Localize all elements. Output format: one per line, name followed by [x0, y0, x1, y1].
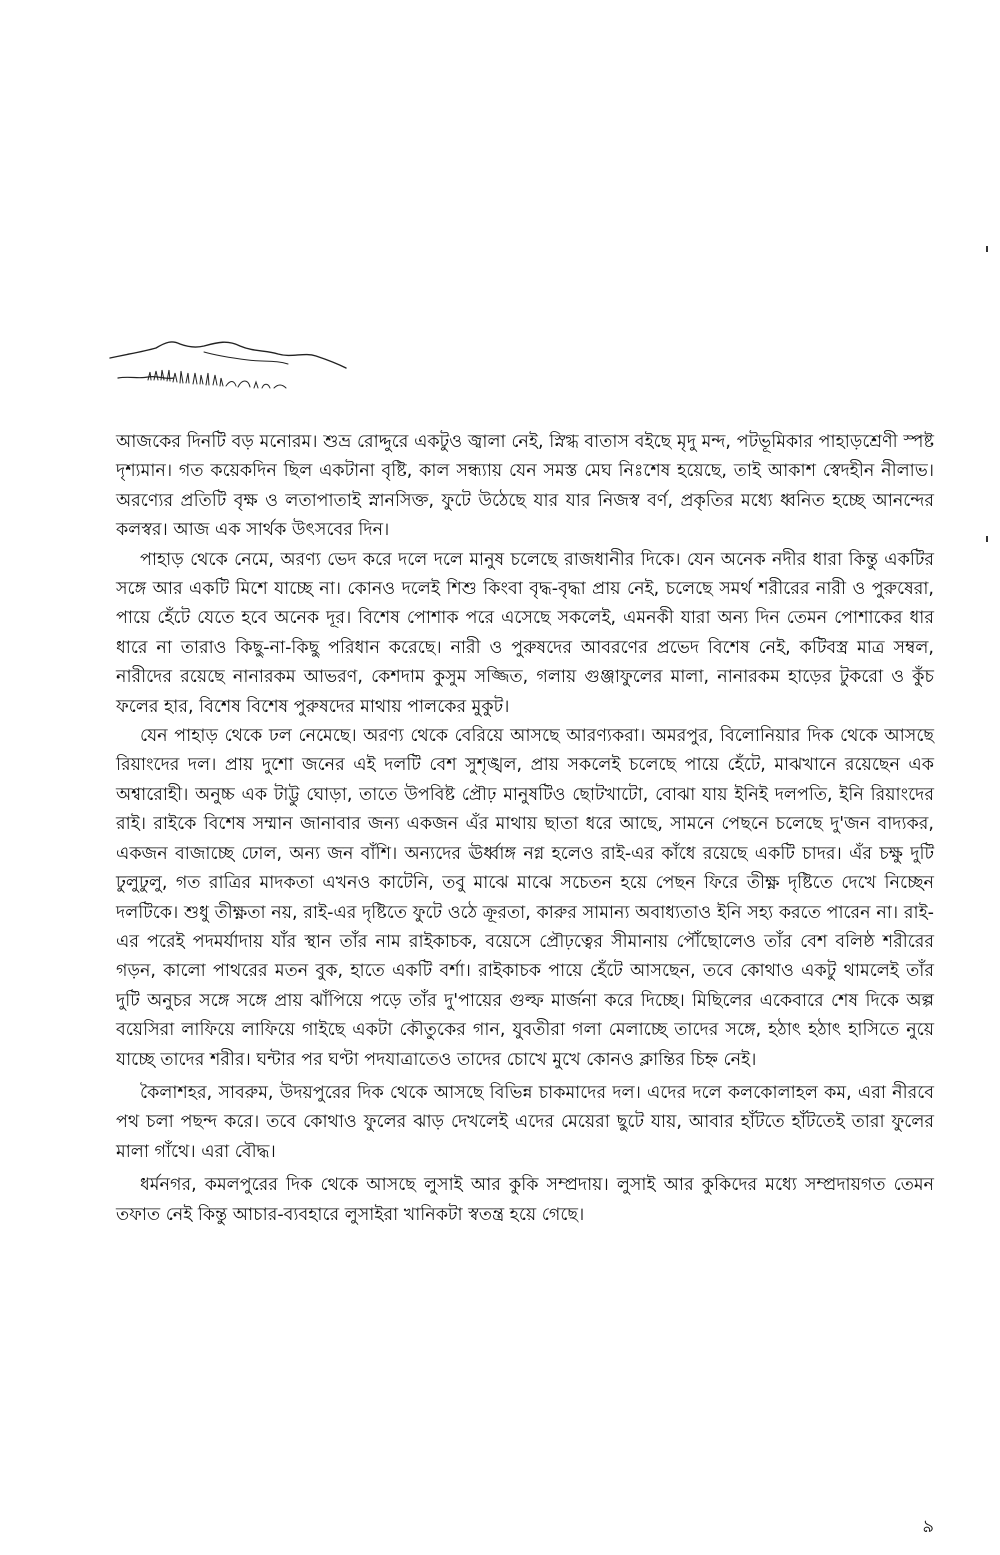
paragraph-3: যেন পাহাড় থেকে ঢল নেমেছে। অরণ্য থেকে বেরিয়ে আসছে আরণ্যকরা। অমরপুর, বিলোনিয়ার দিক থেকে আসছে রিয়াংদের দল। প্রায় দুশো জনের এই দলটি বেশ সুশৃঙ্খল, প্রায় সকলেই চলেছে পায়ে হেঁটে, মাঝখানে রয়েছেন এক অশ্বারোহী। অনুচ্চ এক টাট্টু ঘোড়া, তাতে উপবিষ্ট প্রৌঢ় মানুষটিও ছোটখাটো, বোঝা যায় ইনিই দলপতি, ইনি রিয়াংদের রাই। রাইকে বিশেষ সম্মান জানাবার জন্য একজন এঁর মাথায় ছাতা ধরে আছে, সামনে পেছনে চলেছে দু'জন বাদ্যকর, একজন বাজাচ্ছে ঢোল, অন্য জন বাঁশি। অন্যদের ঊর্ধ্বাঙ্গ নগ্ন হলেও রাই-এর কাঁধে রয়েছে একটি চাদর। এঁর চক্ষু দুটি ঢুলুঢুলু, গত রাত্রির মাদকতা এখনও কাটেনি, তবু মাঝে মাঝে সচেতন হয়ে পেছন ফিরে তীক্ষ্ণ দৃষ্টিতে দেখে নিচ্ছেন দলটিকে। শুধু তীক্ষ্ণতা নয়, রাই-এর দৃষ্টিতে ফুটে ওঠে ক্রূরতা, কারুর সামান্য অবাধ্যতাও ইনি সহ্য করতে পারেন না। রাই-এর পরেই পদমর্যাদায় যাঁর স্থান তাঁর নাম রাইকাচক, বয়েসে প্রৌঢ়ত্বের সীমানায় পৌঁছোলেও তাঁর বেশ বলিষ্ঠ শরীরের গড়ন, কালো পাথরের মতন বুক, হাতে একটি বর্শা। রাইকাচক পায়ে হেঁটে আসছেন, তবে কোথাও একটু থামলেই তাঁর দুটি অনুচর সঙ্গে সঙ্গে প্রায় ঝাঁপিয়ে পড়ে তাঁর দু'পায়ের গুল্ফ মার্জনা করে দিচ্ছে। মিছিলের একেবারে শেষ দিকে অল্প বয়েসিরা লাফিয়ে লাফিয়ে গাইছে একটা কৌতুকের গান, যুবতীরা গলা মেলাচ্ছে তাদের সঙ্গে, হঠাৎ হঠাৎ হাসিতে নুয়ে যাচ্ছে তাদের শরীর। ঘন্টার পর ঘণ্টা পদযাত্রাতেও তাদের চোখে মুখে কোনও ক্লান্তির চিহ্ন নেই। [116, 726, 935, 1070]
paragraph-5: ধর্মনগর, কমলপুরের দিক থেকে আসছে লুসাই আর কুকি সম্প্রদায়। লুসাই আর কুকিদের মধ্যে সম্প্রদায়গত তেমন তফাত নেই কিন্তু আচার-ব্যবহারে লুসাইরা খানিকটা স্বতন্ত্র হয়ে গেছে। [116, 1175, 934, 1225]
paragraph-1: আজকের দিনটি বড় মনোরম। শুভ্র রোদ্দুরে একটুও জ্বালা নেই, স্নিগ্ধ বাতাস বইছে মৃদু মন্দ, পটভূমিকার পাহাড়শ্রেণী স্পষ্ট দৃশ্যমান। গত কয়েকদিন ছিল একটানা বৃষ্টি, কাল সন্ধ্যায় যেন সমস্ত মেঘ নিঃশেষ হয়েছে, তাই আকাশ স্বেদহীন নীলাভ। অরণ্যের প্রতিটি বৃক্ষ ও লতাপাতাই স্নানসিক্ত, ফুটে উঠেছে যার যার নিজস্ব বর্ণ, প্রকৃতির মধ্যে ধ্বনিত হচ্ছে আনন্দের কলস্বর। আজ এক সার্থক উৎসবের দিন। [116, 432, 934, 541]
main-text-body [116, 428, 934, 1230]
mountain-landscape-ornament [108, 330, 348, 400]
scan-mark [986, 536, 988, 542]
paragraph-2: পাহাড় থেকে নেমে, অরণ্য ভেদ করে দলে দলে মানুষ চলেছে রাজধানীর দিকে। যেন অনেক নদীর ধারা কিন্তু একটির সঙ্গে আর একটি মিশে যাচ্ছে না। কোনও দলেই শিশু কিংবা বৃদ্ধ-বৃদ্ধা প্রায় নেই, চলেছে সমর্থ শরীরের নারী ও পুরুষেরা, পায়ে হেঁটে যেতে হবে অনেক দূর। বিশেষ পোশাক পরে এসেছে সকলেই, এমনকী যারা অন্য দিন তেমন পোশাকের ধার ধারে না তারাও কিছু-না-কিছু পরিধান করেছে। নারী ও পুরুষদের আবরণের প্রভেদ বিশেষ নেই, কটিবস্ত্র মাত্র সম্বল, নারীদের রয়েছে নানারকম আভরণ, কেশদাম কুসুম সজ্জিত, গলায় গুঞ্জাফুলের মালা, নানারকম হাড়ের টুকরো ও কুঁচ ফলের হার, বিশেষ বিশেষ পুরুষদের মাথায় পালকের মুকুট। [116, 549, 934, 717]
page-number: ৯ [922, 1516, 934, 1537]
paragraph-4: কৈলাশহর, সাবরুম, উদয়পুরের দিক থেকে আসছে বিভিন্ন চাকমাদের দল। এদের দলে কলকোলাহল কম, এরা নীরবে পথ চলা পছন্দ করে। তবে কোথাও ফুলের ঝাড় দেখলেই এদের মেয়েরা ছুটে যায়, আবার হাঁটতে হাঁটতেই তারা ফুলের মালা গাঁথে। এরা বৌদ্ধ। [116, 1082, 934, 1162]
scan-mark [986, 246, 988, 252]
